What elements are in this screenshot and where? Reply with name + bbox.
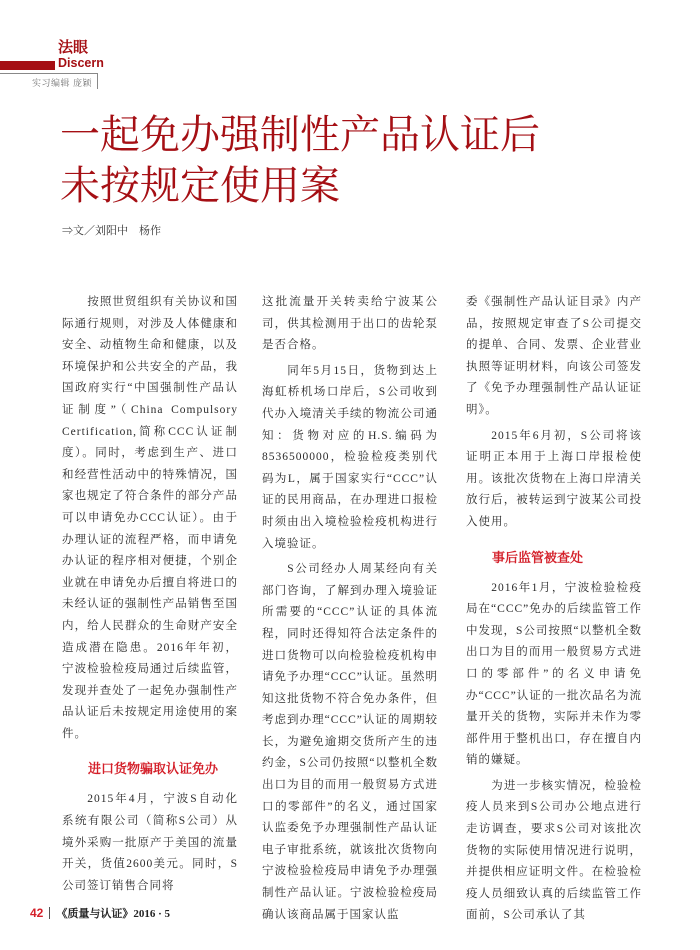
- journal-issue: 《质量与认证》2016 · 5: [56, 908, 171, 920]
- body-paragraph: 委《强制性产品认证目录》内产品，按照规定审查了S公司提交的提单、合同、发票、企业营业执照等证明材料，向该公司签发了《免予办理强制性产品认证证明》。: [466, 296, 642, 416]
- title-line-2: 未按规定使用案: [60, 164, 340, 208]
- body-paragraph: S公司经办人周某经向有关部门咨询，了解到办理入境验证所需要的“CCC”认证的具体流程，同时还得知符合法定条件的进口货物可以向检验检疫机构申请免予办理“CCC”认证。虽然明知这批货物不符合免办条件，但考虑到办理“CCC”认证的周期较长，为避免逾期交货所产生的违约金，S公司仍按照“以整机全数出口为目的而用一般贸易方式进口的零部件”的名义，通过国家认监委免予办理强制性产品认证电子审批系统，就该批次货物向宁波检验检疫局申请免予办理强制性产品认证。宁波检验检疫局确认该商品属于国家认监: [262, 563, 438, 921]
- article-title: [60, 110, 540, 212]
- section-heading: 进口货物骗取认证免办: [88, 761, 219, 777]
- section-title-cn: 法眼: [58, 39, 89, 56]
- title-line-1: 一起免办强制性产品认证后: [60, 113, 540, 157]
- footer-divider: [49, 907, 50, 919]
- body-paragraph: 2015年4月，宁波S自动化系统有限公司（简称S公司）从境外采购一批原产于美国的流量开关，货值2600美元。同时，S公司签订销售合同将: [62, 793, 238, 892]
- column-3: [466, 292, 642, 931]
- column-1: [62, 292, 238, 901]
- byline: ⇒文／刘阳中 杨作: [62, 225, 161, 237]
- section-title-en: Discern: [58, 56, 104, 70]
- column-2: [262, 292, 438, 930]
- body-paragraph: 按照世贸组织有关协议和国际通行规则，对涉及人体健康和安全、动植物生命和健康，以及环境保护和公共安全的产品，我国政府实行“中国强制性产品认证制度”（China Compulsory Certification,简称CCC认证制度）。同时，考虑到生产、进口和经营性活动中的特殊情况，国家也规定了符合条件的部分产品可以申请免办CCC认证）。由于办理认证的流程严格，而申请免办认证的程序相对便捷，个别企业就在申请免办后擅自将进口的未经认证的强制性产品销售至国内，给人民群众的生命财产安全造成潜在隐患。2016年年初，宁波检验检疫局通过后续监管，发现并查处了一起免办强制性产品认证后未按规定用途使用的案件。: [62, 296, 238, 740]
- body-paragraph: 2016年1月，宁波检验检疫局在“CCC”免办的后续监管工作中发现，S公司按照“以整机全数出口为目的而用一般贸易方式进口的零部件”的名义申请免办“CCC”认证的一批次品名为流量开关的货物，实际并未作为零部件用于整机出口，存在擅自内销的嫌疑。: [466, 581, 642, 767]
- body-paragraph: 这批流量开关转卖给宁波某公司，供其检测用于出口的齿轮泵是否合格。: [262, 296, 438, 352]
- body-paragraph: 同年5月15日，货物到达上海虹桥机场口岸后，S公司收到代办入境清关手续的物流公司通知：货物对应的H.S.编码为8536500000，检验检疫类别代码为L，属于国家实行“CCC”认证的民用商品，在办理进口报检时须由出入境检验检疫机构进行入境验证。: [262, 364, 438, 550]
- editor-box: [0, 73, 98, 89]
- section-color-bar: [0, 61, 55, 70]
- body-paragraph: 为进一步核实情况，检验检疫人员来到S公司办公地点进行走访调查，要求S公司对该批次货物的实际使用情况进行说明，并提供相应证明文件。在检验检疫人员细致认真的后续监管工作面前，S公司承认了其: [466, 779, 642, 922]
- body-paragraph: 2015年6月初，S公司将该证明正本用于上海口岸报检使用。该批次货物在上海口岸清关放行后，被转运到宁波某公司投入使用。: [466, 429, 642, 528]
- editor-credit: 实习编辑 庞颖: [31, 78, 92, 88]
- page-number: 42: [30, 906, 44, 920]
- section-heading: 事后监管被查处: [492, 549, 584, 565]
- page-footer: [30, 905, 170, 921]
